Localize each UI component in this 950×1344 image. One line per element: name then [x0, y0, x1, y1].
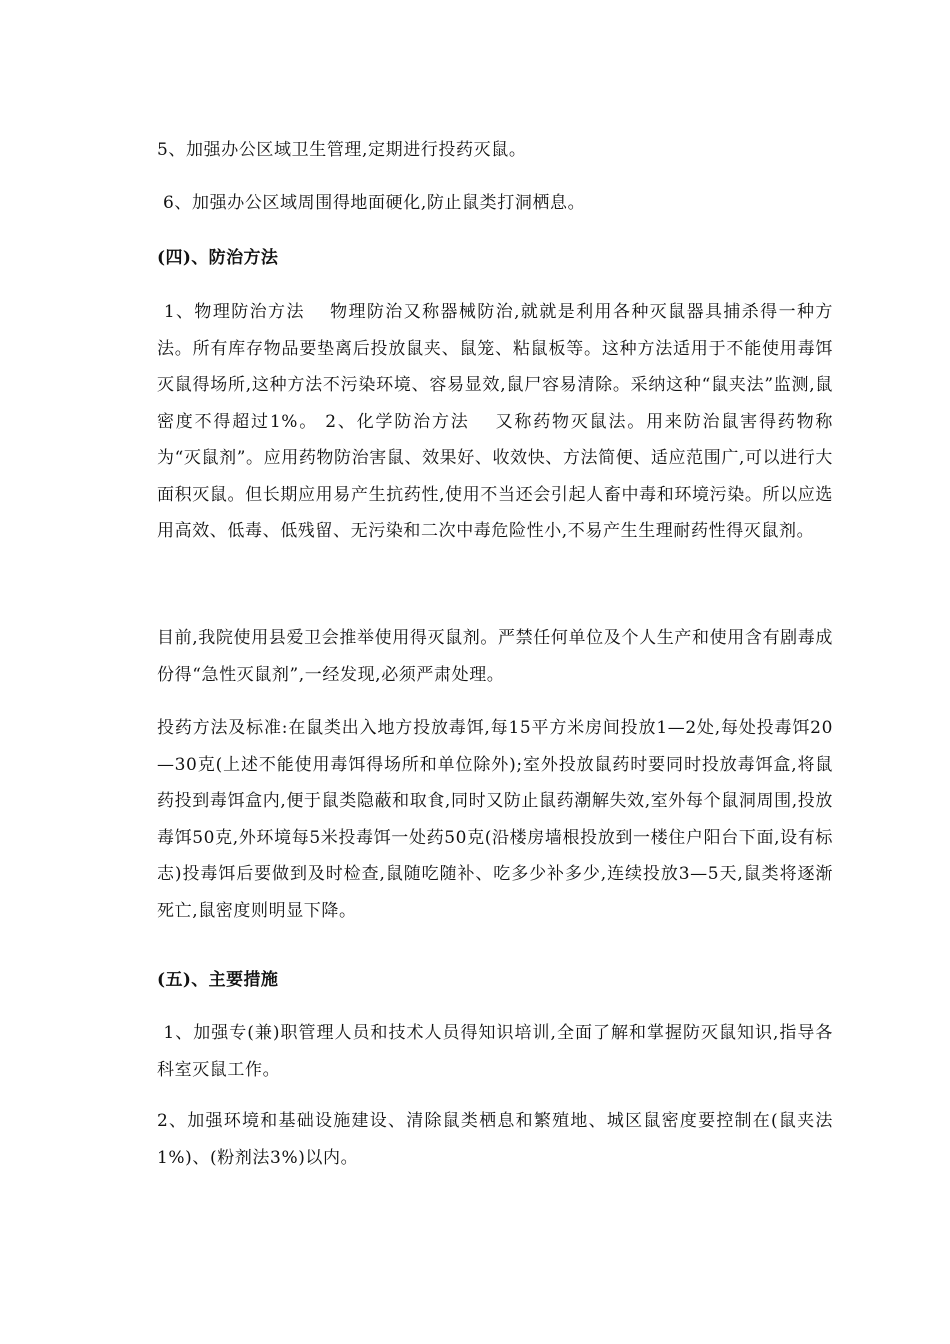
measure-1-paragraph: 1、加强专(兼)职管理人员和技术人员得知识培训,全面了解和掌握防灭鼠知识,指导各科室灭鼠工作。: [157, 1023, 833, 1080]
section-4-heading: (四)、防治方法: [157, 248, 279, 268]
dosage-standard-paragraph: 投药方法及标准:在鼠类出入地方投放毒饵,每15平方米房间投放1—2处,每处投毒饵20—30克(上述不能使用毒饵得场所和单位除外);室外投放鼠药时要同时投放毒饵盒,将鼠药投到毒饵盒内,便于鼠类隐蔽和取食,同时又防止鼠药潮解失效,室外每个鼠洞周围,投放毒饵50克,外环境每5米投毒饵一处药50克(沿楼房墙根投放到一楼住户阳台下面,设有标志)投毒饵后要做到及时检查,鼠随吃随补、吃多少补多少,连续投放3—5天,鼠类将逐渐死亡,鼠密度则明显下降。: [157, 718, 833, 921]
prevention-methods-paragraph: 1、物理防治方法 物理防治又称器械防治,就就是利用各种灭鼠器具捕杀得一种方法。所有库存物品要垫离后投放鼠夹、鼠笼、粘鼠板等。这种方法适用于不能使用毒饵灭鼠得场所,这种方法不污染环境、容易显效,鼠尸容易清除。采纳这种“鼠夹法”监测,鼠密度不得超过1%。 2、化学防治方法 又称药物灭鼠法。用来防治鼠害得药物称为“灭鼠剂”。应用药物防治害鼠、效果好、收效快、方法简便、适应范围广,可以进行大面积灭鼠。但长期应用易产生抗药性,使用不当还会引起人畜中毒和环境污染。所以应选用高效、低毒、低残留、无污染和二次中毒危险性小,不易产生生理耐药性得灭鼠剂。: [157, 302, 833, 541]
item-6-paragraph: 6、加强办公区域周围得地面硬化,防止鼠类打洞栖息。: [157, 193, 586, 213]
item-5-paragraph: 5、加强办公区域卫生管理,定期进行投药灭鼠。: [157, 140, 527, 160]
measure-2-paragraph: 2、加强环境和基础设施建设、清除鼠类栖息和繁殖地、城区鼠密度要控制在(鼠夹法1%)、(粉剂法3%)以内。: [157, 1111, 833, 1168]
current-practice-paragraph: 目前,我院使用县爱卫会推举使用得灭鼠剂。严禁任何单位及个人生产和使用含有剧毒成份得“急性灭鼠剂”,一经发现,必须严肃处理。: [157, 628, 833, 685]
section-5-heading: (五)、主要措施: [157, 970, 279, 990]
